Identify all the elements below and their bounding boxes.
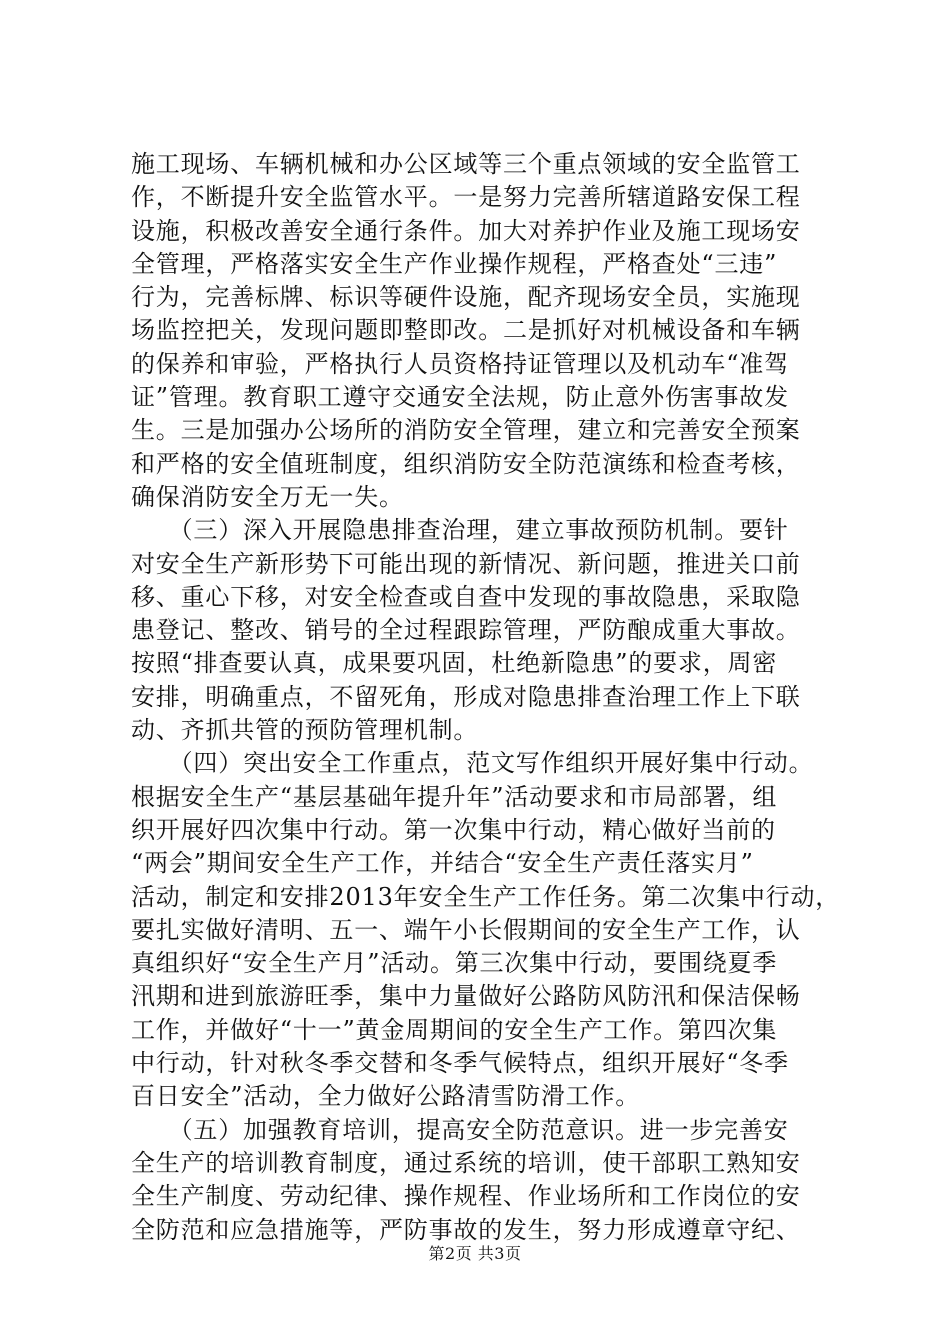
text-line: 场监控把关，发现问题即整即改。二是抓好对机械设备和车辆 [131, 316, 801, 345]
text-line: 动、齐抓共管的预防管理机制。 [131, 716, 479, 745]
text-line: 确保消防安全万无一失。 [131, 482, 404, 511]
text-line: 全管理，严格落实安全生产作业操作规程，严格查处“三违” [131, 249, 778, 278]
text-line: （五）加强教育培训，提高安全防范意识。进一步完善安 [131, 1115, 789, 1144]
text-line: 安排，明确重点，不留死角，形成对隐患排查治理工作上下联 [131, 682, 801, 711]
text-line: （三）深入开展隐患排查治理，建立事故预防机制。要针 [131, 516, 789, 545]
text-line: 设施，积极改善安全通行条件。加大对养护作业及施工现场安 [131, 216, 801, 245]
text-line: 中行动，针对秋冬季交替和冬季气候特点，组织开展好“冬季 [131, 1049, 789, 1078]
text-line: 和严格的安全值班制度，组织消防安全防范演练和检查考核， [131, 449, 801, 478]
text-line: 百日安全”活动，全力做好公路清雪防滑工作。 [131, 1082, 641, 1111]
text-line: 施工现场、车辆机械和办公区域等三个重点领域的安全监管工 [131, 150, 801, 178]
text-line: 作，不断提升安全监管水平。一是努力完善所辖道路安保工程 [131, 183, 801, 212]
text-line: “两会”期间安全生产工作，并结合“安全生产责任落实月” [131, 849, 754, 878]
text-line: 全防范和应急措施等，严防事故的发生，努力形成遵章守纪、 [131, 1215, 801, 1244]
text-line: 活动，制定和安排2013年安全生产工作任务。第二次集中行动， [131, 882, 841, 911]
text-line: 按照“排查要认真，成果要巩固，杜绝新隐患”的要求，周密 [131, 649, 778, 678]
text-line: 织开展好四次集中行动。第一次集中行动，精心做好当前的 [131, 815, 776, 844]
text-line: 移、重心下移，对安全检查或自查中发现的事故隐患，采取隐 [131, 582, 801, 611]
text-line: 真组织好“安全生产月”活动。第三次集中行动，要围绕夏季 [131, 949, 778, 978]
page-number-footer: 第2页 共3页 [428, 1244, 522, 1263]
body-text [131, 148, 841, 1247]
text-line: 的保养和审验，严格执行人员资格持证管理以及机动车“准驾 [131, 349, 789, 378]
text-line: 对安全生产新形势下可能出现的新情况、新问题，推进关口前 [131, 549, 801, 578]
text-line: 生。三是加强办公场所的消防安全管理，建立和完善安全预案 [131, 416, 801, 445]
text-line: 行为，完善标牌、标识等硬件设施，配齐现场安全员，实施现 [131, 283, 801, 312]
text-line: 患登记、整改、销号的全过程跟踪管理，严防酿成重大事故。 [131, 616, 801, 645]
text-line: 全生产的培训教育制度，通过系统的培训，使干部职工熟知安 [131, 1148, 801, 1177]
text-line: 要扎实做好清明、五一、端午小长假期间的安全生产工作，认 [131, 915, 801, 944]
text-line: 根据安全生产“基层基础年提升年”活动要求和市局部署，组 [131, 782, 778, 811]
text-line: 全生产制度、劳动纪律、操作规程、作业场所和工作岗位的安 [131, 1182, 801, 1211]
text-line: 证”管理。教育职工遵守交通安全法规，防止意外伤害事故发 [131, 383, 789, 412]
text-line: （四）突出安全工作重点，范文写作组织开展好集中行动。 [131, 749, 814, 778]
text-line: 工作，并做好“十一”黄金周期间的安全生产工作。第四次集 [131, 1015, 778, 1044]
text-line: 汛期和进到旅游旺季，集中力量做好公路防风防汛和保洁保畅 [131, 982, 801, 1011]
